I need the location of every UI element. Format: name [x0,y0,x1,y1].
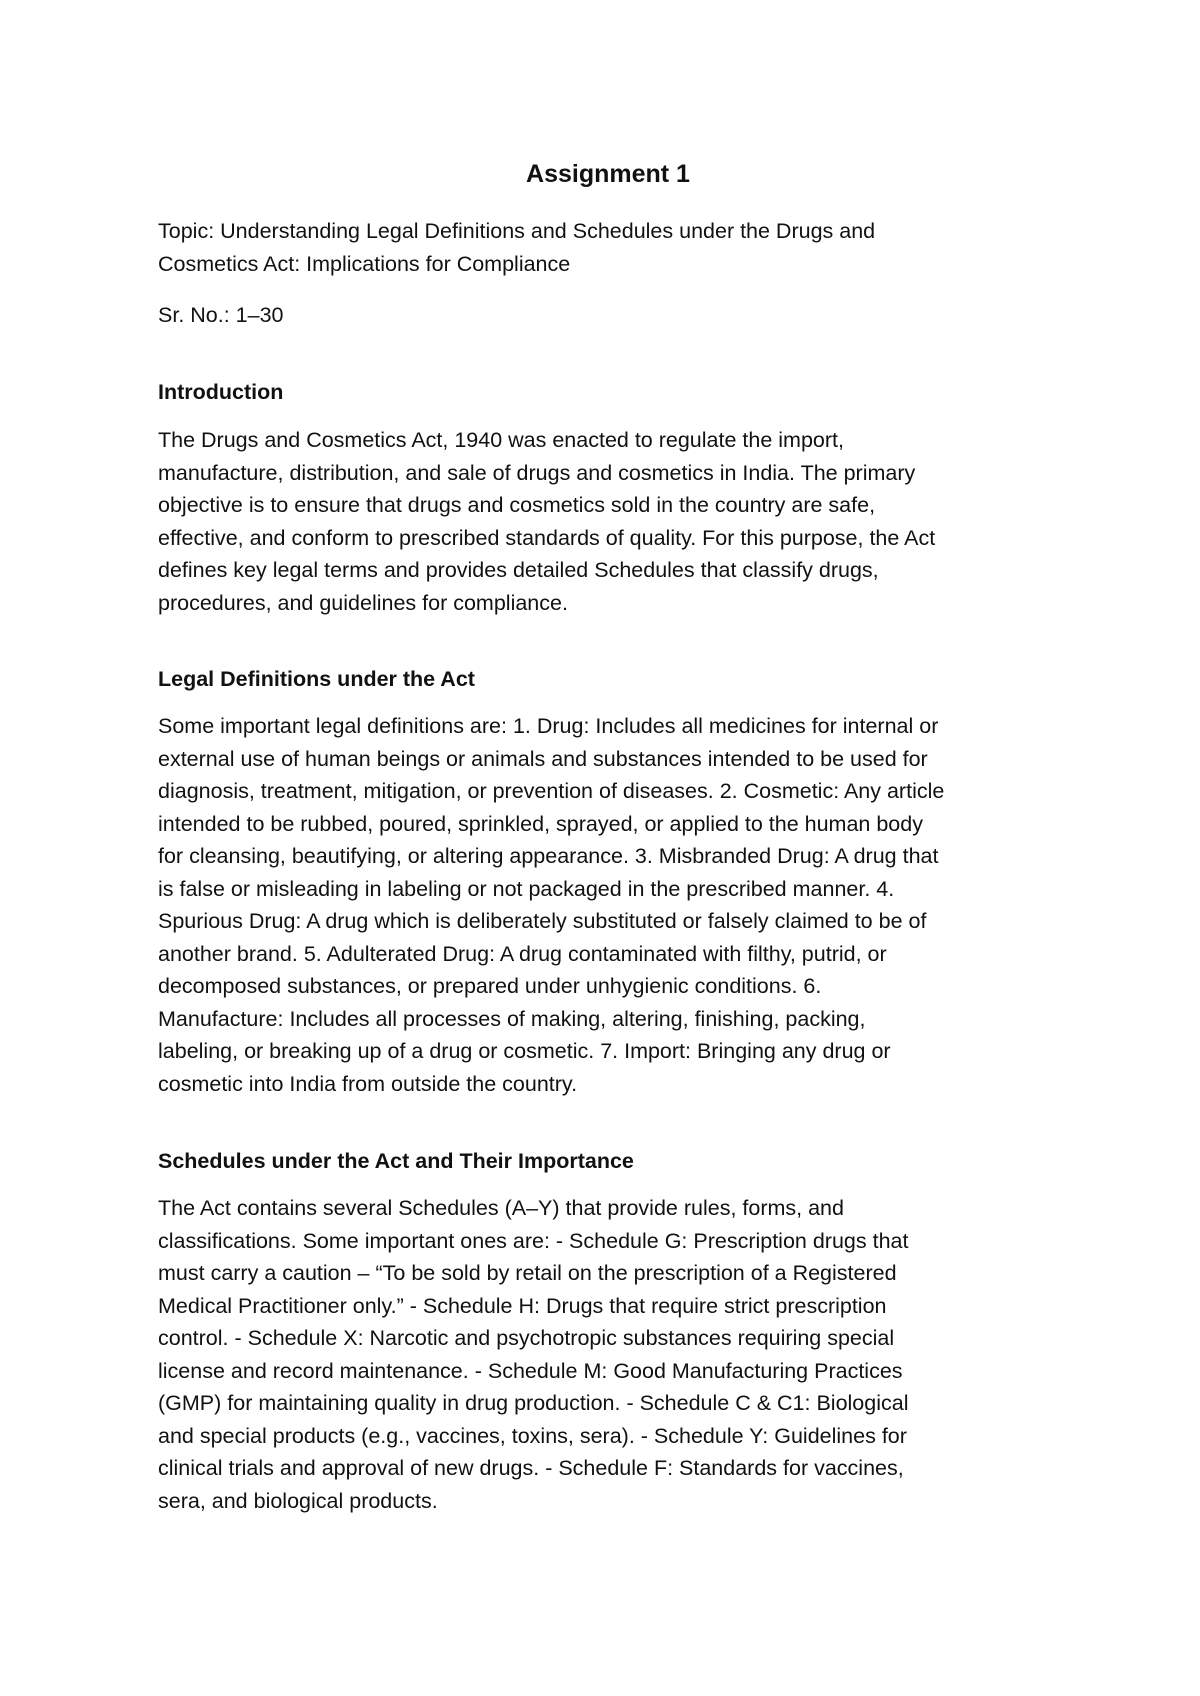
document-page [158,0,1058,1696]
legal-definitions-heading: Legal Definitions under the Act [158,667,475,691]
legal-definitions-paragraph: Some important legal definitions are: 1. Drug: Includes all medicines for internal or external use of human beings or animals and substances intended to be used for diagnosis, treatment, mitigation, or prevention of diseases. 2. Cosmetic: Any article intended to be rubbed, poured, sprinkled, sprayed, or applied to the human body for cleansing, beautifying, or altering appearance. 3. Misbranded Drug: A drug that is false or misleading in labeling or not packaged in the prescribed manner. 4. Spurious Drug: A drug which is deliberately substituted or falsely claimed to be of another brand. 5. Adulterated Drug: A drug contaminated with filthy, putrid, or decomposed substances, or prepared under unhygienic conditions. 6. Manufacture: Includes all processes of making, altering, finishing, packing, labeling, or breaking up of a drug or cosmetic. 7. Import: Bringing any drug or cosmetic into India from outside the country. [158,714,945,1096]
document-title: Assignment 1 [526,160,690,188]
schedules-paragraph: The Act contains several Schedules (A–Y) that provide rules, forms, and classifications. Some important ones are: - Schedule G: Prescription drugs that must carry a caution – “To be sold by retail on the prescription of a Registered Medical Practitioner only.” - Schedule H: Drugs that require strict prescription control. - Schedule X: Narcotic and psychotropic substances requiring special license and record maintenance. - Schedule M: Good Manufacturing Practices (GMP) for maintaining quality in drug production. - Schedule C & C1: Biological and special products (e.g., vaccines, toxins, sera). - Schedule Y: Guidelines for clinical trials and approval of new drugs. - Schedule F: Standards for vaccines, sera, and biological products. [158,1196,909,1513]
introduction-heading: Introduction [158,380,284,404]
schedules-heading: Schedules under the Act and Their Importance [158,1149,634,1173]
topic-line: Topic: Understanding Legal Definitions and Schedules under the Drugs and Cosmetics Act: Implications for Compliance [158,219,876,276]
introduction-paragraph: The Drugs and Cosmetics Act, 1940 was enacted to regulate the import, manufacture, distribution, and sale of drugs and cosmetics in India. The primary objective is to ensure that drugs and cosmetics sold in the country are safe, effective, and conform to prescribed standards of quality. For this purpose, the Act defines key legal terms and provides detailed Schedules that classify drugs, procedures, and guidelines for compliance. [158,428,936,615]
serial-number: Sr. No.: 1–30 [158,303,284,327]
